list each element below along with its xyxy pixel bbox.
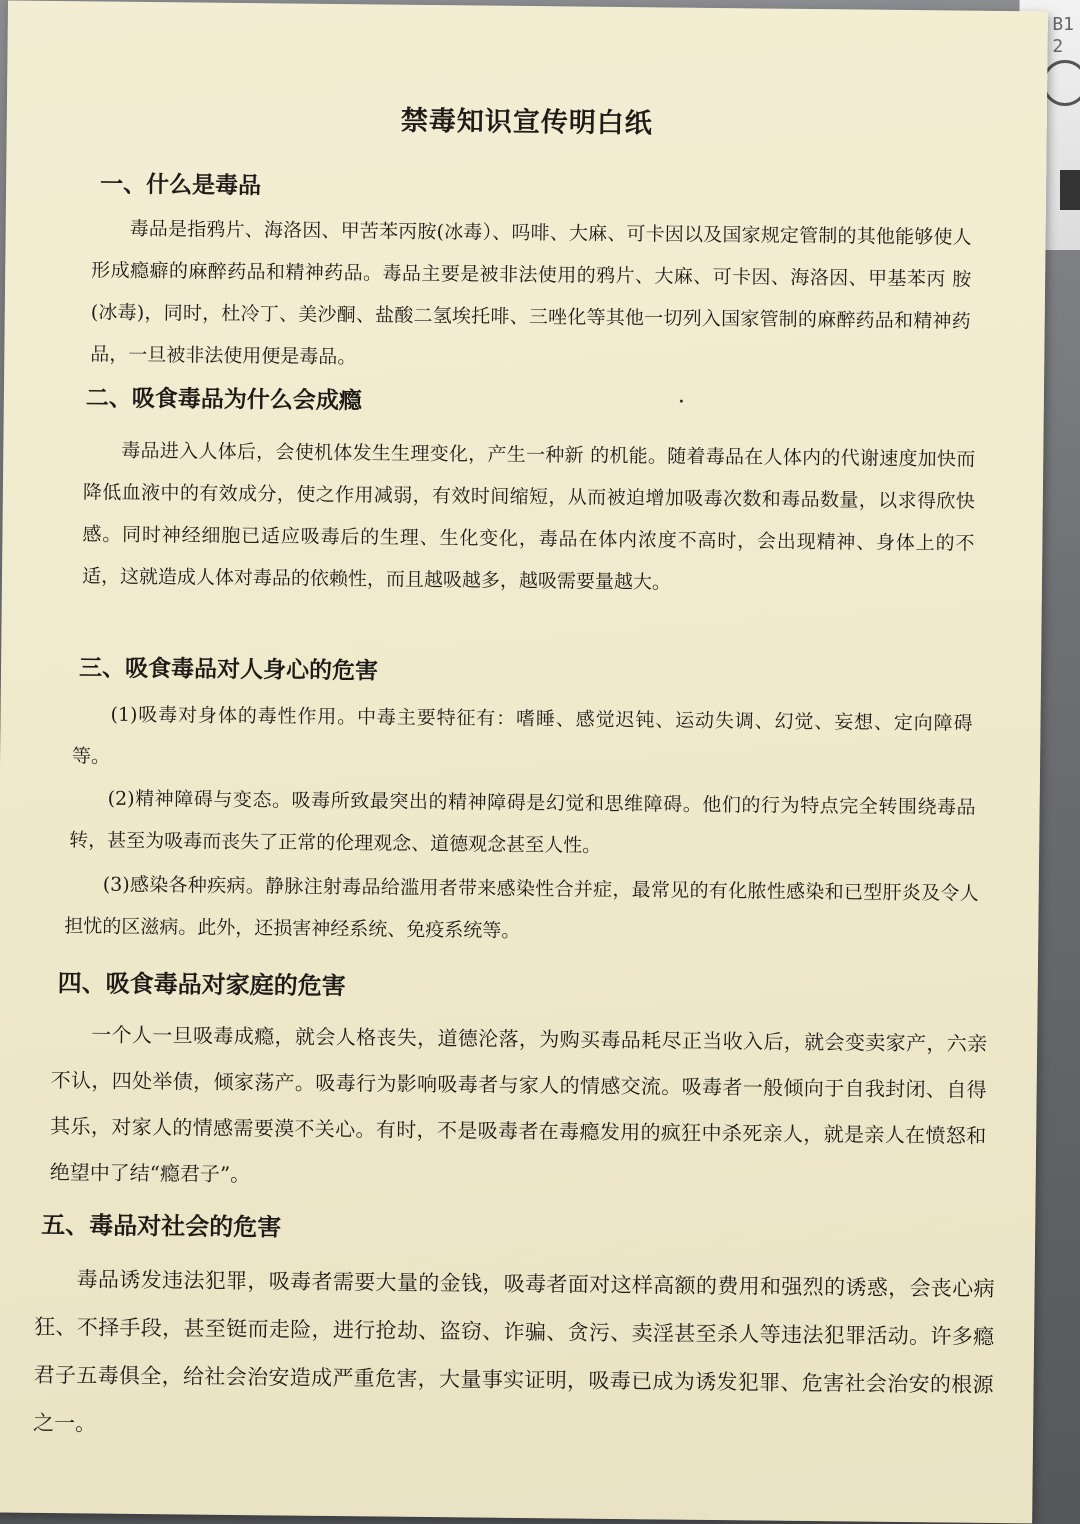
corner-text-fragment: B1 2 bbox=[1052, 14, 1074, 57]
section-heading: 三、吸食毒品对人身心的危害 bbox=[78, 654, 379, 685]
section-paragraph: 一个人一旦吸毒成瘾，就会人格丧失，道德沦落，为购买毒品耗尽正当收入后，就会变卖家产，六亲不认，四处举债，倾家荡产。吸毒行为影响吸毒者与家人的情感交流。吸毒者一般倾向于自我封闭、自得其乐，对家人的情感需要漠不关心。有时，不是吸毒者在毒瘾发用的疯狂中杀死亲人，就是亲人在愤怒和绝望中了结“瘾君子”。 bbox=[49, 1022, 988, 1187]
section-heading: 一、什么是毒品 bbox=[99, 170, 262, 200]
dark-stripe-graphic bbox=[1060, 170, 1080, 210]
hazard-item: (1)吸毒对身体的毒性作用。中毒主要特征有：嗜睡、感觉迟钝、运动失调、幻觉、妄想、定向障碍等。 bbox=[72, 703, 973, 768]
section-paragraph: 毒品是指鸦片、海洛因、甲苦苯丙胺(冰毒）、吗啡、大麻、可卡因以及国家规定管制的其他能够使人形成瘾癖的麻醉药品和精神药品。毒品主要是被非法使用的鸦片、大麻、可卡因、海洛因、甲基苯丙 胺(冰毒)，同时，杜冷丁、美沙酮、盐酸二氢埃托啡、三唑化等其他一切列入国家管制的麻醉药品和精神药品，一旦被非法使用便是毒品。 bbox=[90, 217, 972, 369]
paper-speck bbox=[680, 400, 683, 403]
section-paragraph: 毒品进入人体后，会使机体发生生理变化，产生一种新 的机能。随着毒品在人体内的代谢速度加快而降低血液中的有效成分，使之作用减弱，有效时间缩短，从而被迫增加吸毒次数和毒品数量，以求得欣快感。同时神经细胞已适应吸毒后的生理、生化变化，毒品在体内浓度不高时，会出现精神、身体上的不适，这就造成人体对毒品的依赖性，而且越吸越多，越吸需要量越大。 bbox=[81, 439, 976, 594]
hazard-item: (2)精神障碍与变态。吸毒所致最突出的精神障碍是幻觉和思维障碍。他们的行为特点完全转围绕毒品转，甚至为吸毒而丧失了正常的伦理观念、道德观念甚至人性。 bbox=[69, 787, 976, 857]
section-heading: 四、吸食毒品对家庭的危害 bbox=[57, 968, 346, 1001]
flyer-sheet bbox=[0, 1, 1048, 1524]
circular-stamp-icon bbox=[1042, 60, 1080, 106]
hazard-item: (3)感染各种疾病。静脉注射毒品给滥用者带来感染性合并症，最常见的有化脓性感染和已型肝炎及令人担忧的区滋病。此外，还损害神经系统、免疫系统等。 bbox=[64, 873, 979, 942]
section-heading: 二、吸食毒品为什么会成瘾 bbox=[85, 384, 362, 415]
section-heading: 五、毒品对社会的危害 bbox=[41, 1209, 282, 1242]
section-paragraph: 毒品诱发违法犯罪，吸毒者需要大量的金钱，吸毒者面对这样高额的费用和强烈的诱惑，会丧心病狂、不择手段，甚至铤而走险，进行抢劫、盗窃、诈骗、贪污、卖淫甚至杀人等违法犯罪活动。许多瘾君子五毒俱全，给社会治安造成严重危害，大量事实证明，吸毒已成为诱发犯罪、危害社会治安的根源之一。 bbox=[33, 1267, 995, 1436]
document-title: 禁毒知识宣传明白纸 bbox=[400, 105, 653, 140]
